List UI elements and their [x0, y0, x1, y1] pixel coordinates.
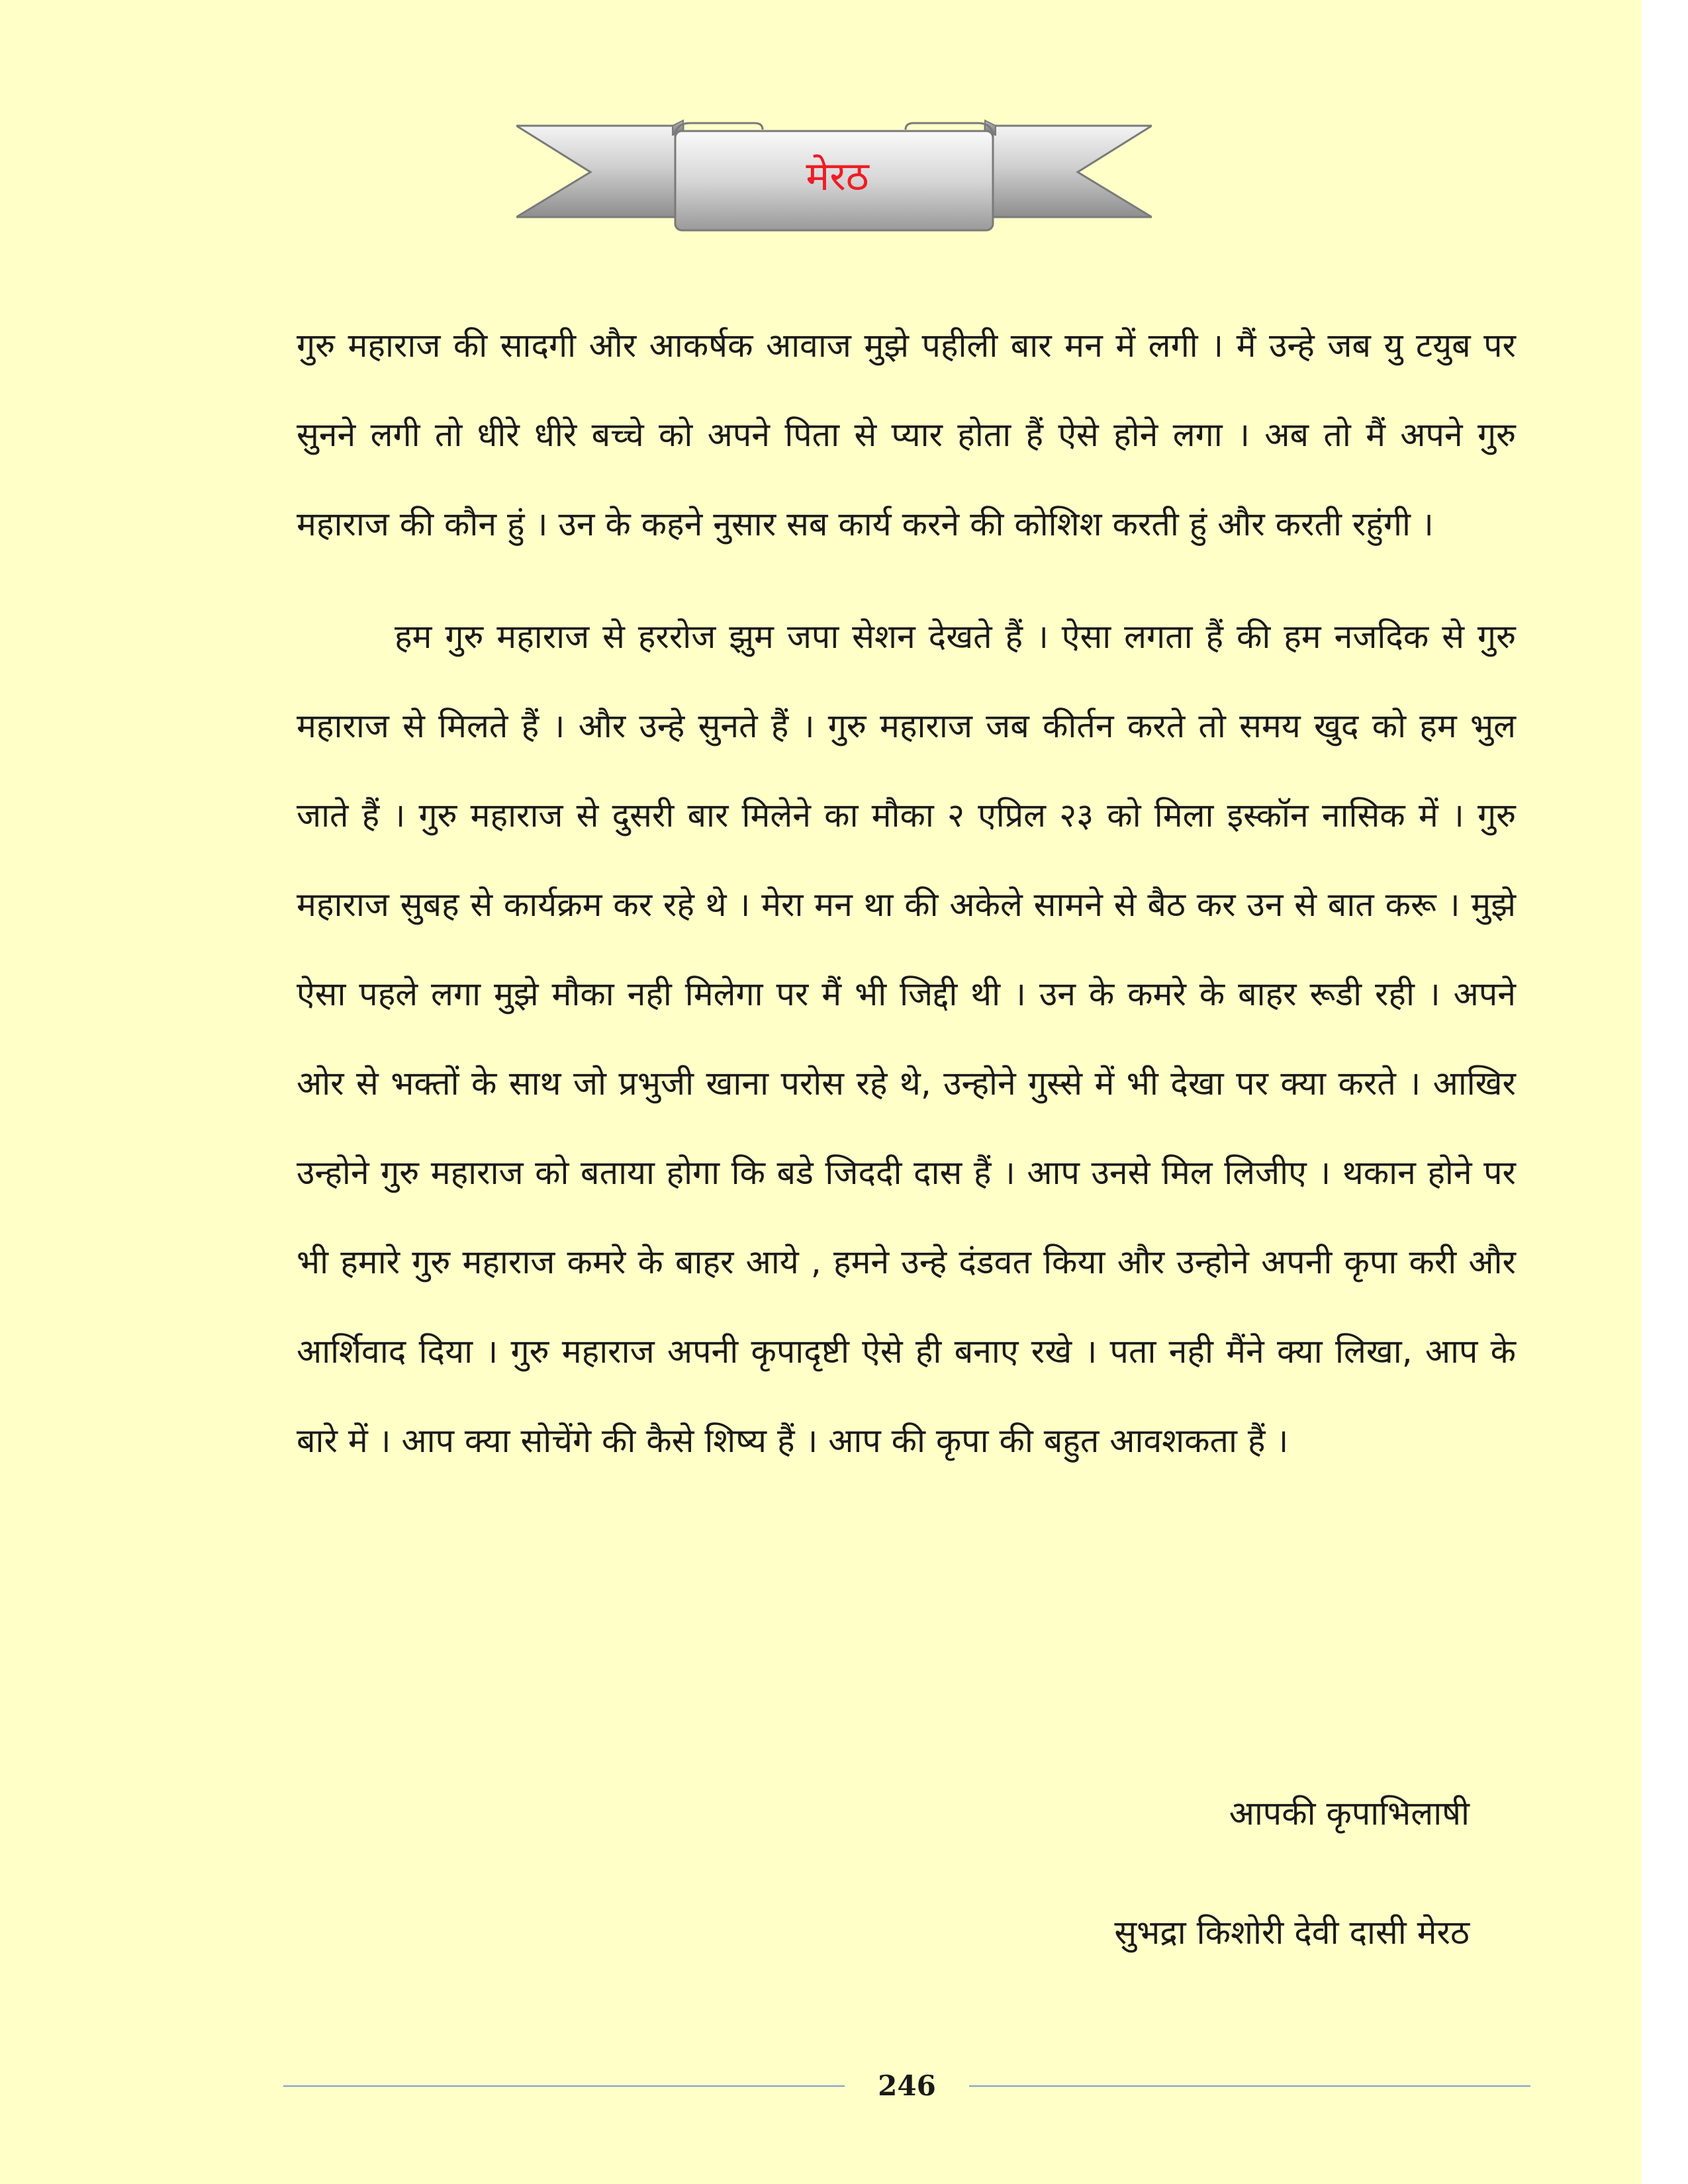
page-number: 246 — [878, 2070, 936, 2102]
letter-body — [297, 301, 1516, 1486]
footer-rule-right — [969, 2085, 1530, 2087]
page-title: मेरठ — [806, 154, 869, 200]
body-paragraph-1: गुरु महाराज की सादगी और आकर्षक आवाज मुझे पहीली बार मन में लगी । मैं उन्हे जब यु टयुब पर सुनने लगी तो धीरे धीरे बच्चे को अपने पिता से प्यार होता हैं ऐसे होने लगा । अब तो मैं अपने गुरु महाराज की कौन हुं । उन के कहने नुसार सब कार्य करने की कोशिश करती हुं और करती रहुंगी । — [297, 326, 1516, 543]
body-paragraph-2: हम गुरु महाराज से हररोज झुम जपा सेशन देखते हैं । ऐसा लगता हैं की हम नजदिक से गुरु महाराज से मिलते हैं । और उन्हे सुनते हैं । गुरु महाराज जब कीर्तन करते तो समय खुद को हम भुल जाते हैं । गुरु महाराज से दुसरी बार मिलेने का मौका २ एप्रिल २३ को मिला इस्कॉन नासिक में । गुरु महाराज सुबह से कार्यक्रम कर रहे थे । मेरा मन था की अकेले सामने से बैठ कर उन से बात करू । मुझे ऐसा पहले लगा मुझे मौका नही मिलेगा पर मैं भी जिद्दी थी । उन के कमरे के बाहर रूडी रही । अपने ओर से भक्तों के साथ जो प्रभुजी खाना परोस रहे थे, उन्होने गुस्से में भी देखा पर क्या करते । आखिर उन्होने गुरु महाराज को बताया होगा कि बडे जिददी दास हैं । आप उनसे मिल लिजीए । थकान होने पर भी हमारे गुरु महाराज कमरे के बाहर आये , हमने उन्हे दंडवत किया और उन्होने अपनी कृपा करी और आर्शिवाद दिया । गुरु महाराज अपनी कृपादृष्टी ऐसे ही बनाए रखे । पता नही मैंने क्या लिखा, आप के बारे में । आप क्या सोचेंगे की कैसे शिष्य हैं । आप की कृपा की बहुत आवशकता हैं । — [297, 617, 1516, 1460]
signature-name: सुभद्रा किशोरी देवी दासी मेरठ — [1114, 1913, 1470, 1952]
closing-line: आपकी कृपाभिलाषी — [1229, 1794, 1470, 1833]
footer-rule-left — [283, 2085, 845, 2087]
